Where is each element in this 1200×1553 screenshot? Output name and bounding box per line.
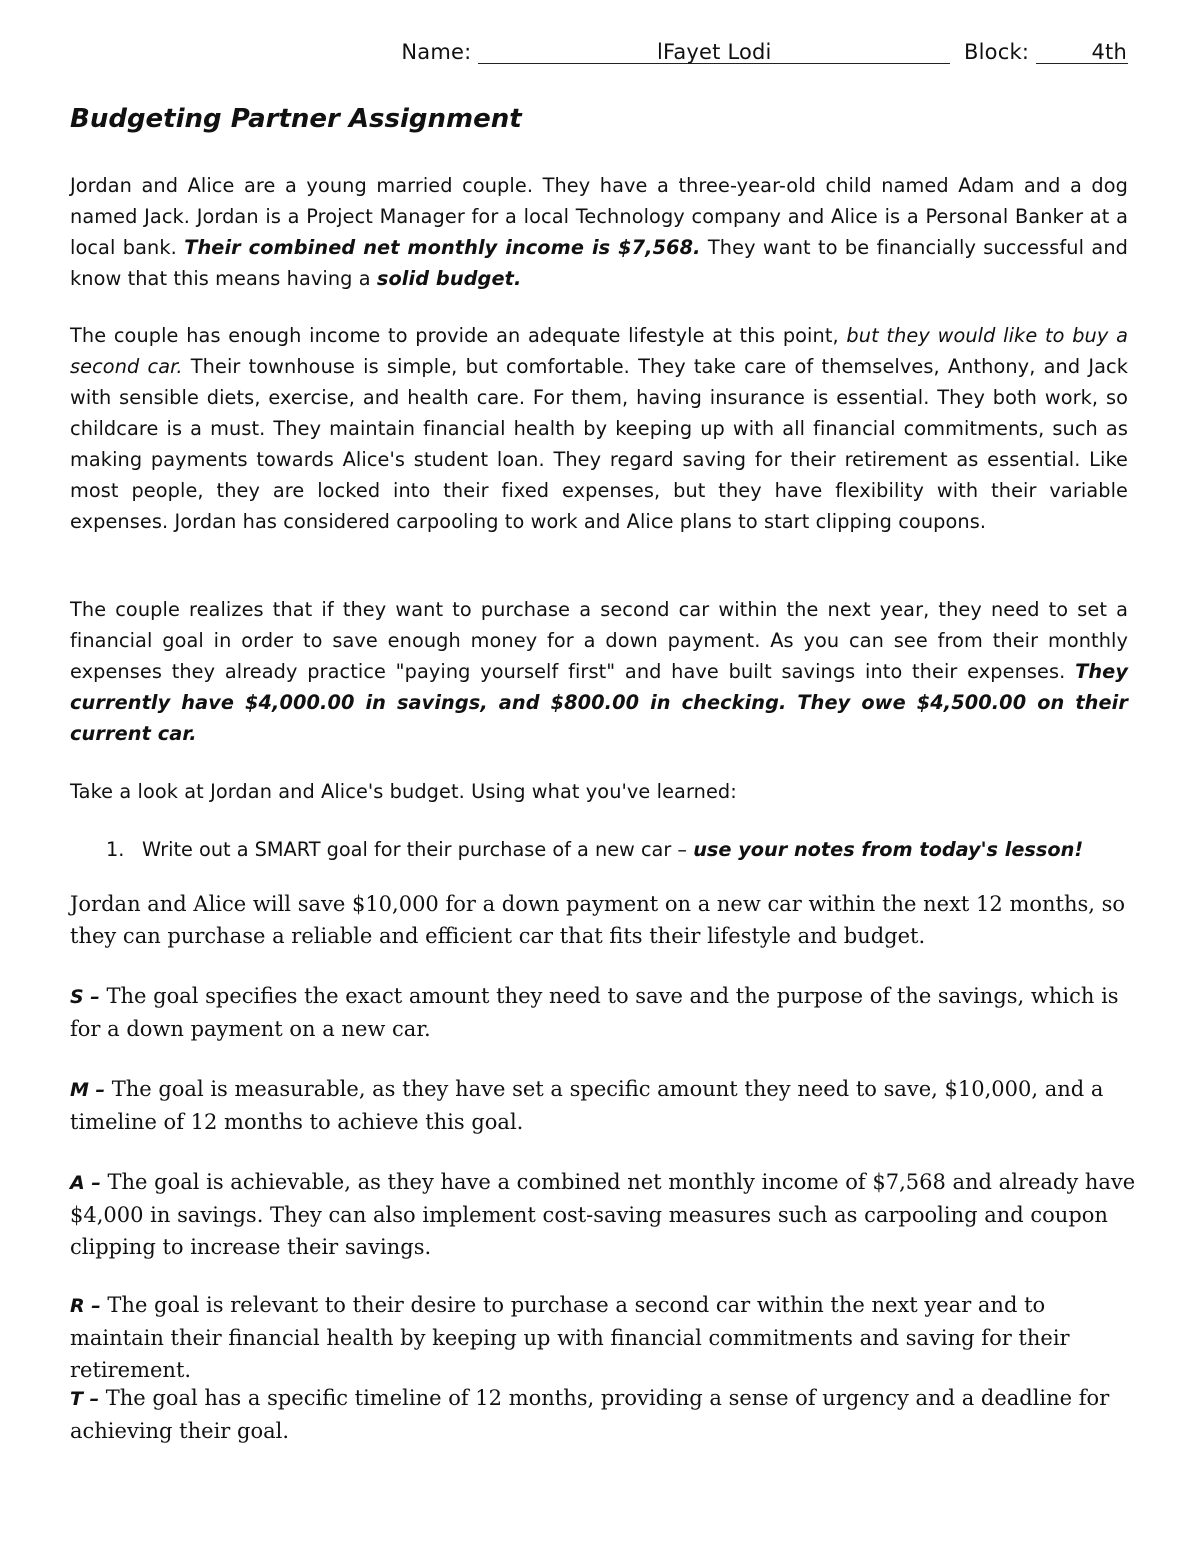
answer-s-text: The goal specifies the exact amount they need to save and the purpose of the savings, which is for a down payment on a new car. — [70, 984, 1119, 1041]
intro-paragraph-3 — [70, 594, 1128, 749]
name-label: Name: — [401, 40, 472, 64]
intro-p2-text-b: Their townhouse is simple, but comfortable. They take care of themselves, Anthony, and Jack with sensible diets, exercise, and health care. For them, having insurance is essential. They both work, so childcare is a must. They maintain financial health by keeping up with all financial commitments, such as making payments towards Alice's student loan. They regard saving for their retirement as essential. Like most people, they are locked into their fixed expenses, but they have flexibility with their variable expenses. Jordan has considered carpooling to work and Alice plans to start clipping coupons. — [70, 355, 1128, 533]
question-emphasis: use your notes from today's lesson! — [693, 838, 1084, 861]
question-text: Write out a SMART goal for their purchase of a new car – — [142, 838, 694, 861]
answer-m-text: The goal is measurable, as they have set a specific amount they need to save, $10,000, and a timeline of 12 months to achieve this goal. — [70, 1077, 1104, 1134]
header-line — [401, 40, 1128, 64]
question-1 — [106, 834, 1136, 865]
answer-s-lead: S – — [70, 986, 100, 1008]
block-field: 4th — [1036, 41, 1128, 64]
name-field: lFayet Lodi — [478, 41, 950, 64]
page-title: Budgeting Partner Assignment — [70, 104, 522, 134]
answer-t-text: The goal has a specific timeline of 12 months, providing a sense of urgency and a deadline for achieving their goal. — [70, 1386, 1110, 1443]
intro-p2-second-car: but they would like to buy a second car. — [70, 324, 1128, 378]
intro-p1-text-a: Jordan and Alice are a young married couple. They have a three-year-old child named Adam and a dog named Jack. Jordan is a Project Manager for a local Technology company and Alice is a Personal Banker at a local bank. — [70, 174, 1128, 259]
intro-p1-solid-budget: solid budget. — [376, 267, 522, 290]
intro-paragraph-1 — [70, 170, 1128, 294]
answer-specific — [70, 980, 1140, 1045]
intro-paragraph-2 — [70, 320, 1128, 537]
intro-p1-income: Their combined net monthly income is $7,568. — [184, 236, 701, 259]
intro-p3-text-a: The couple realizes that if they want to purchase a second car within the next year, they need to set a financial goal in order to save enough money for a down payment. As you can see from their monthly expenses they already practice "paying yourself first" and have built savings into their expenses. — [70, 598, 1128, 683]
question-number: 1. — [106, 838, 125, 861]
intro-paragraph-4: Take a look at Jordan and Alice's budget. Using what you've learned: — [70, 780, 737, 803]
answer-timebound — [70, 1382, 1140, 1447]
answer-r-text: The goal is relevant to their desire to purchase a second car within the next year and to maintain their financial health by keeping up with financial commitments and saving for their retirement. — [70, 1293, 1070, 1382]
answer-achievable — [70, 1166, 1140, 1263]
answer-t-lead: T – — [70, 1388, 100, 1410]
answer-r-lead: R – — [70, 1295, 101, 1317]
intro-p3-savings: They currently have $4,000.00 in savings, and $800.00 in checking. They owe $4,500.00 on their current car. — [70, 660, 1128, 745]
block-label: Block: — [964, 40, 1030, 64]
answer-a-text: The goal is achievable, as they have a combined net monthly income of $7,568 and already have $4,000 in savings. They can also implement cost-saving measures such as carpooling and coupon clipping to increase their savings. — [70, 1170, 1136, 1259]
answer-relevant — [70, 1289, 1140, 1386]
intro-p1-text-b: They want to be financially successful and know that this means having a — [70, 236, 1128, 290]
answer-m-lead: M – — [70, 1079, 106, 1101]
answer-a-lead: A – — [70, 1172, 101, 1194]
answer-measurable — [70, 1073, 1140, 1138]
intro-p2-text-a: The couple has enough income to provide an adequate lifestyle at this point, — [70, 324, 847, 347]
answer-goal: Jordan and Alice will save $10,000 for a down payment on a new car within the next 12 months, so they can purchase a reliable and efficient car that fits their lifestyle and budget. — [70, 892, 1126, 948]
